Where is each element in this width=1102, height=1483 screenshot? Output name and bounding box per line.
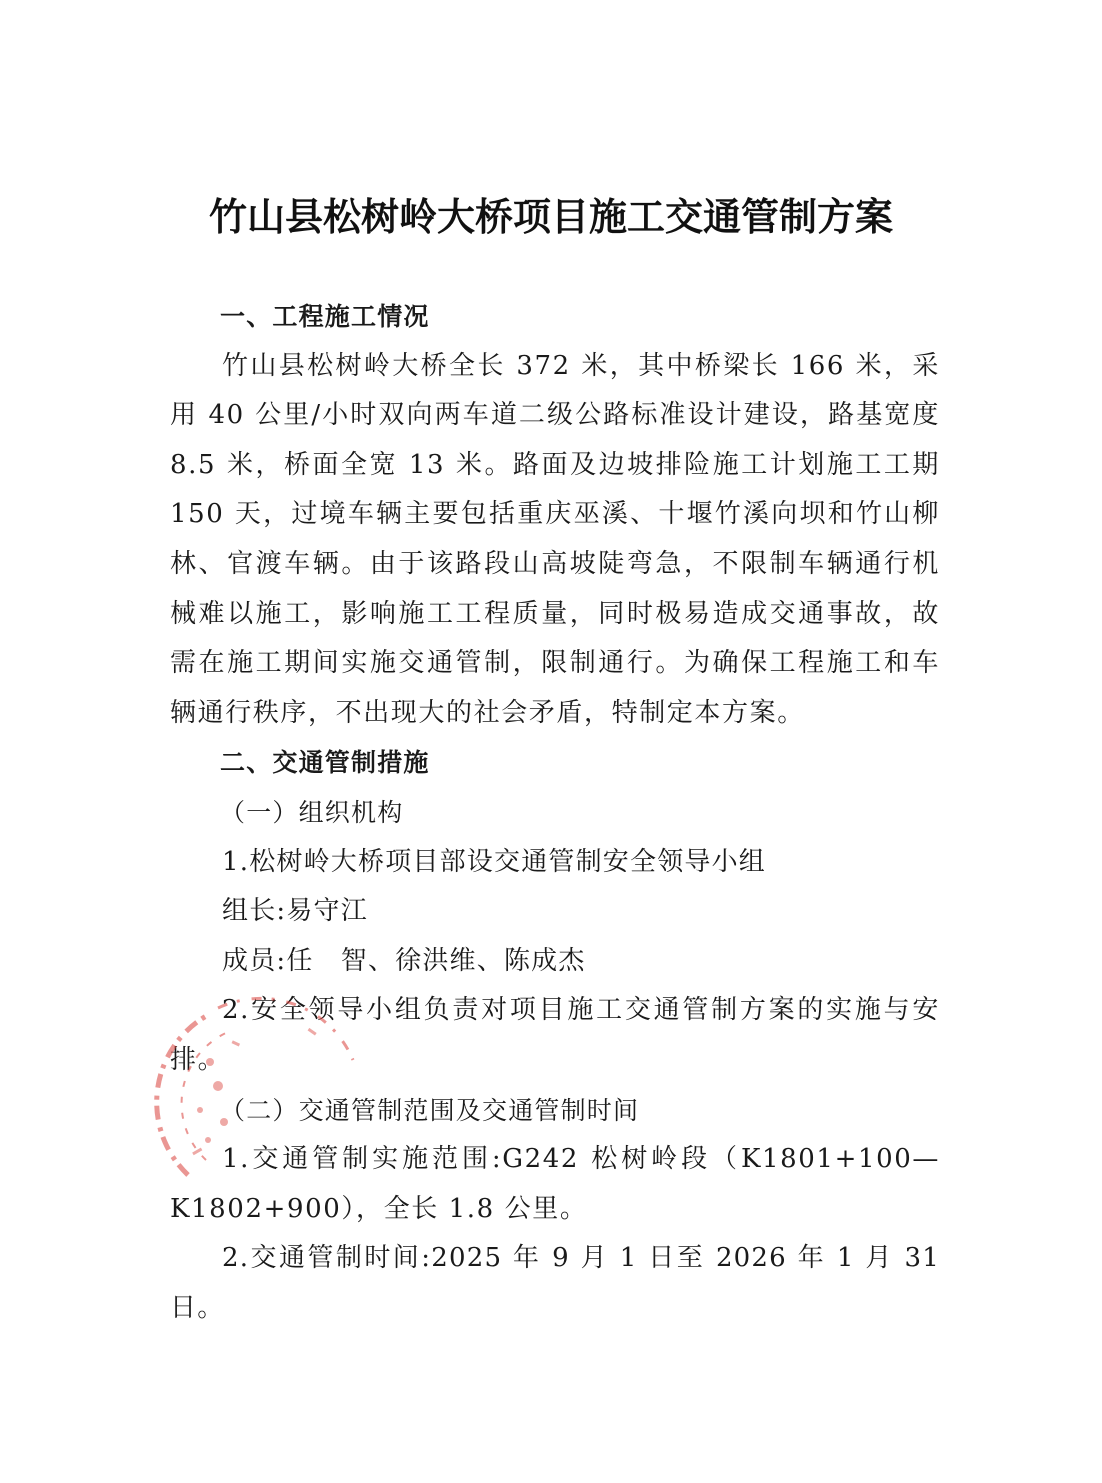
- paragraph-control-scope: 1.交通管制实施范围:G242 松树岭段（K1801+100—K1802+900），全长 1.8 公里。: [170, 1144, 940, 1224]
- paragraph-group-leader: 组长:易守江: [222, 896, 368, 927]
- document-body: [170, 292, 940, 1333]
- subsection-heading-scope-time: （二）交通管制范围及交通管制时间: [220, 1095, 640, 1125]
- paragraph-group-duty: 2.安全领导小组负责对项目施工交通管制方案的实施与安排。: [170, 995, 940, 1075]
- section-heading-1: 一、工程施工情况: [220, 302, 430, 331]
- paragraph-group-members: 成员:任 智、徐洪维、陈成杰: [222, 945, 586, 976]
- document-title: 竹山县松树岭大桥项目施工交通管制方案: [208, 194, 893, 239]
- section-heading-2: 二、交通管制措施: [220, 748, 430, 778]
- paragraph-project-overview: 竹山县松树岭大桥全长 372 米，其中桥梁长 166 米，采用 40 公里/小时双向两车道二级公路标准设计建设，路基宽度 8.5 米，桥面全宽 13 米。路面及边坡排险施工计划施工工期 150 天，过境车辆主要包括重庆巫溪、十堰竹溪向坝和竹山柳林、官渡车辆。由于该路段山高坡陡弯急，不限制车辆通行机械难以施工，影响施工工程质量，同时极易造成交通事故，故需在施工期间实施交通管制，限制通行。为确保工程施工和车辆通行秩序，不出现大的社会矛盾，特制定本方案。: [170, 350, 940, 728]
- paragraph-control-time: 2.交通管制时间:2025 年 9 月 1 日至 2026 年 1 月 31 日。: [170, 1243, 940, 1323]
- subsection-heading-organization: （一）组织机构: [220, 797, 404, 827]
- paragraph-leading-group: 1.松树岭大桥项目部设交通管制安全领导小组: [222, 846, 767, 877]
